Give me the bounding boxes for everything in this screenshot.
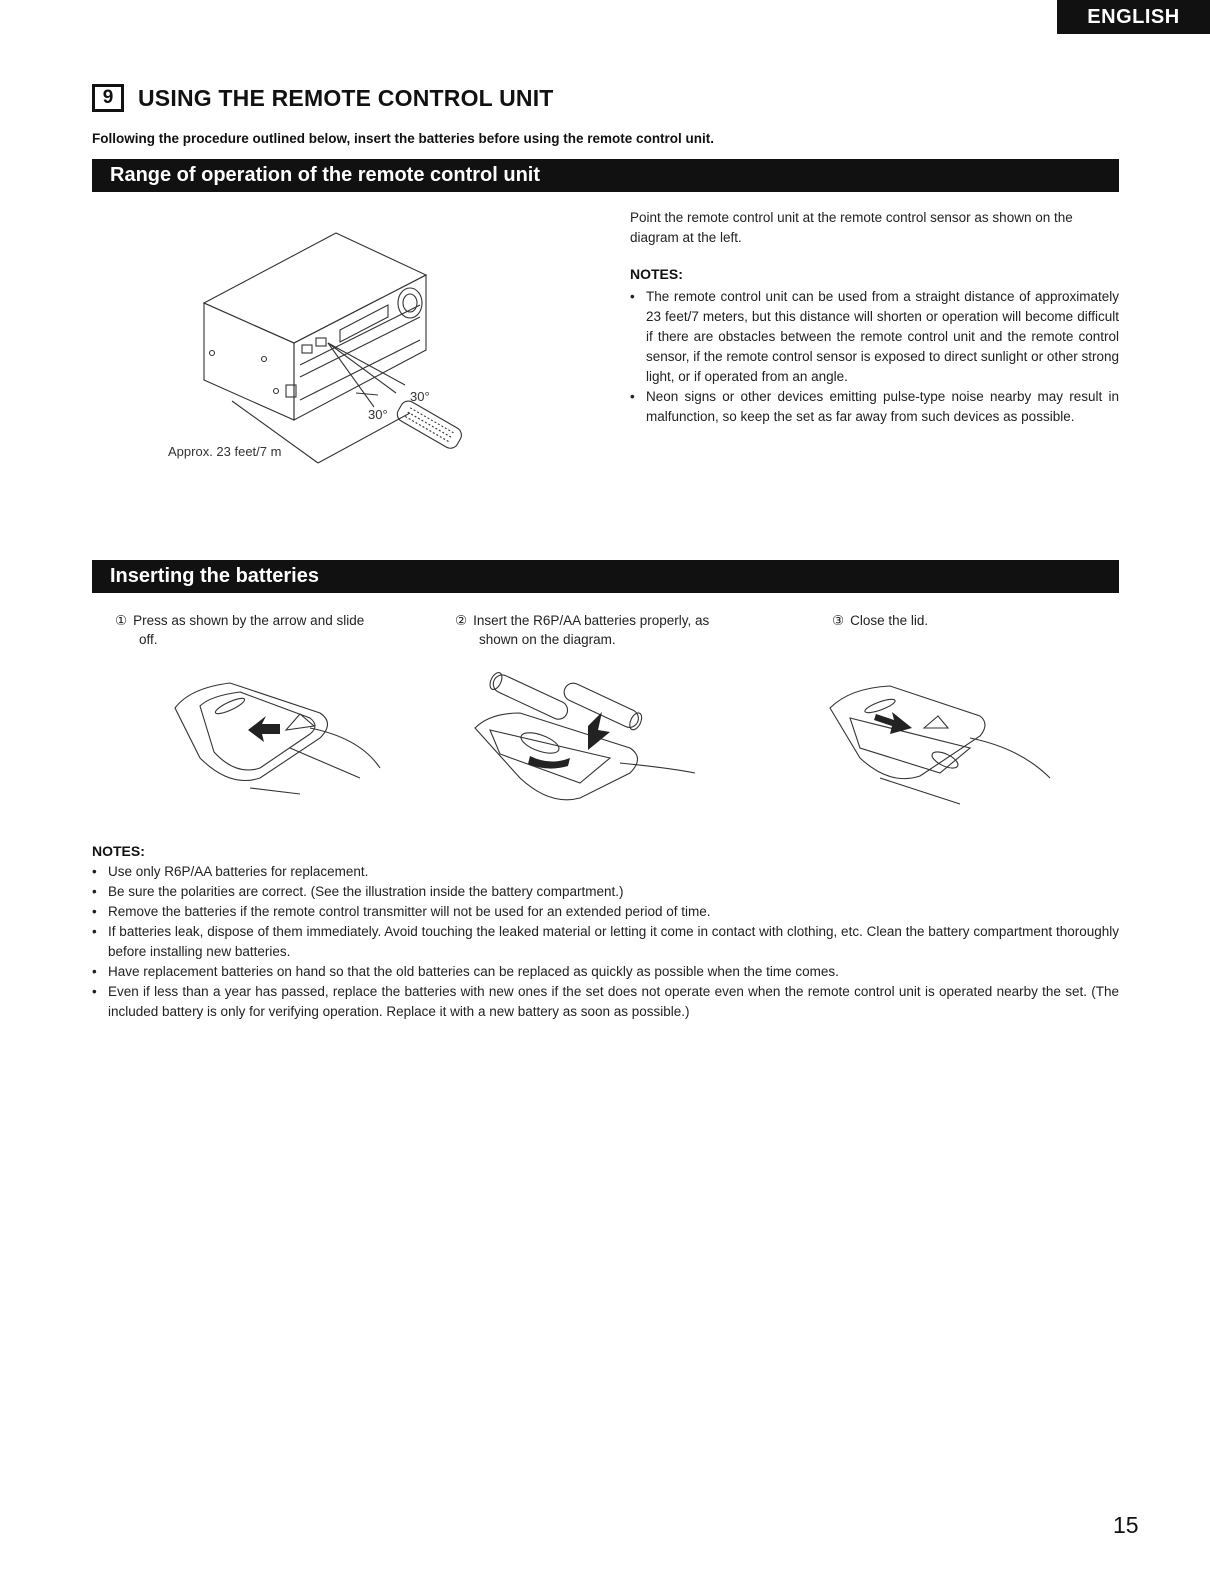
step-1: [115, 611, 425, 649]
step-marker: ①: [115, 613, 128, 628]
list-item: • Remove the batteries if the remote control transmitter will not be used for an extended period of time.: [92, 902, 1119, 922]
section-number-box: 9: [92, 84, 124, 112]
step-marker: ②: [455, 613, 468, 628]
step-marker: ③: [832, 613, 845, 628]
range-notes-list: [630, 287, 1119, 427]
step-text: Close the lid.: [850, 613, 929, 628]
list-item: • Use only R6P/AA batteries for replacement.: [92, 862, 1119, 882]
battery-notes-title: NOTES:: [92, 843, 145, 859]
step-text: Insert the R6P/AA batteries properly, as: [473, 613, 710, 628]
section-title: USING THE REMOTE CONTROL UNIT: [138, 84, 554, 111]
range-heading-bar: [92, 159, 1119, 192]
batteries-heading-bar: [92, 560, 1119, 593]
list-item: • Neon signs or other devices emitting pulse-type noise nearby may result in malfunction, so keep the set as far away from such devices as possible.: [630, 387, 1119, 427]
language-tab: ENGLISH: [1057, 0, 1210, 34]
step-2-figure: [470, 668, 710, 808]
range-heading: Range of operation of the remote control unit: [110, 164, 540, 186]
list-item: • Have replacement batteries on hand so that the old batteries can be replaced as quickly as possible when the time comes.: [92, 962, 1119, 982]
range-notes-title: NOTES:: [630, 266, 683, 282]
step-text: Press as shown by the arrow and slide: [133, 613, 365, 628]
intro-text: Following the procedure outlined below, insert the batteries before using the remote control unit.: [92, 131, 715, 146]
list-item: • Even if less than a year has passed, replace the batteries with new ones if the set does not operate even when the remote control unit is operated nearby the set. (The included battery is only for verifying operation. Replace it with a new battery as soon as possible.): [92, 982, 1119, 1022]
step-text-cont: off.: [139, 632, 158, 647]
range-description: Point the remote control unit at the remote control sensor as shown on the diagram at the left.: [630, 210, 1073, 245]
step-text-cont: shown on the diagram.: [479, 632, 616, 647]
step-2: [455, 611, 775, 649]
battery-notes-list: [92, 862, 1119, 1022]
list-item: • Be sure the polarities are correct. (See the illustration inside the battery compartment.): [92, 882, 1119, 902]
step-3: [832, 611, 1082, 630]
distance-label: Approx. 23 feet/7 m: [168, 444, 282, 459]
step-1-figure: [170, 668, 390, 798]
list-item: • The remote control unit can be used from a straight distance of approximately 23 feet/7 meters, but this distance will shorten or operation will become difficult if there are obstacles between the remote control unit and the remote control sensor, if the remote control sensor is exposed to direct sunlight or other strong light, or if operated from an angle.: [630, 287, 1119, 387]
section-header: [92, 84, 554, 112]
step-3-figure: [820, 668, 1060, 808]
angle-label-1: 30°: [410, 389, 430, 404]
batteries-heading: Inserting the batteries: [110, 565, 319, 587]
page-number: 15: [1113, 1512, 1139, 1538]
angle-label-2: 30°: [368, 407, 388, 422]
list-item: • If batteries leak, dispose of them immediately. Avoid touching the leaked material or letting it come in contact with clothing, etc. Clean the battery compartment thoroughly before installing new batteries.: [92, 922, 1119, 962]
receiver-range-figure: [160, 225, 490, 475]
